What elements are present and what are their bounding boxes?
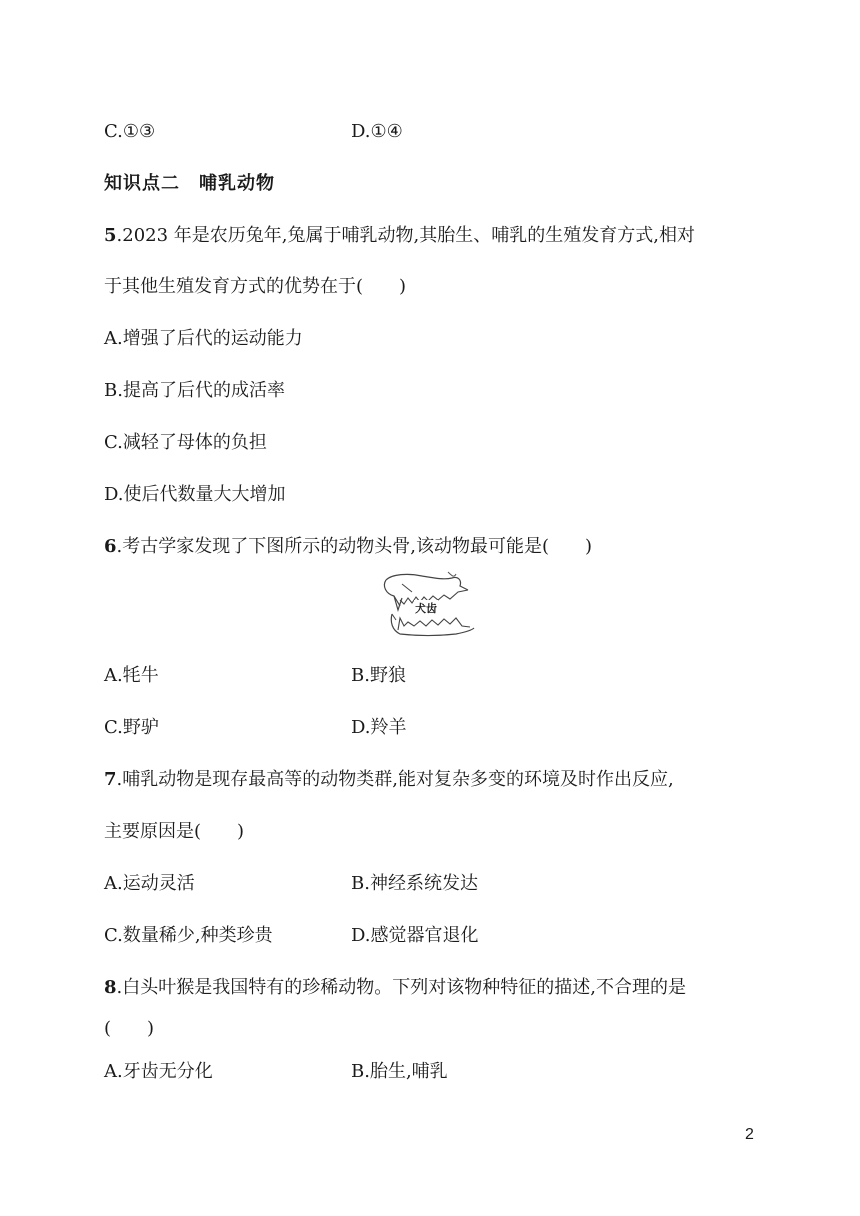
question-5-line-1 [104, 224, 695, 248]
question-5-option-d: D.使后代数量大大增加 [104, 484, 286, 505]
question-8-option-b: B.胎生,哺乳 [351, 1061, 448, 1082]
question-5-number: 5 [104, 225, 117, 246]
question-5-option-b: B.提高了后代的成活率 [104, 380, 285, 401]
question-7-line-2: 主要原因是( ) [104, 821, 245, 842]
question-7-number: 7 [104, 769, 117, 790]
question-8-text-1: .白头叶猴是我国特有的珍稀动物。下列对该物种特征的描述,不合理的是 [116, 977, 686, 998]
question-5-line-2: 于其他生殖发育方式的优势在于( ) [104, 276, 407, 297]
question-6-option-c: C.野驴 [104, 717, 159, 738]
question-6-option-b: B.野狼 [351, 665, 406, 686]
question-6-number: 6 [104, 536, 117, 557]
question-5-text-1: .2023 年是农历兔年,兔属于哺乳动物,其胎生、哺乳的生殖发育方式,相对 [116, 225, 695, 246]
canine-label: 犬齿 [415, 602, 437, 615]
page-number: 2 [745, 1126, 754, 1143]
question-7-option-b: B.神经系统发达 [351, 873, 478, 894]
question-6-line-1 [104, 535, 592, 559]
question-7-option-d: D.感觉器官退化 [351, 925, 479, 946]
question-5-option-a: A.增强了后代的运动能力 [104, 328, 303, 349]
question-6-option-a: A.牦牛 [104, 665, 159, 686]
option-d-prev: D.①④ [351, 121, 403, 142]
question-7-option-a: A.运动灵活 [104, 873, 195, 894]
animal-skull-figure [378, 570, 478, 640]
option-c-prev: C.①③ [104, 121, 156, 142]
question-8-number: 8 [104, 977, 117, 998]
question-5-option-c: C.减轻了母体的负担 [104, 432, 267, 453]
question-7-line-1 [104, 768, 674, 792]
question-7-option-c: C.数量稀少,种类珍贵 [104, 925, 273, 946]
question-7-text-1: .哺乳动物是现存最高等的动物类群,能对复杂多变的环境及时作出反应, [116, 769, 674, 790]
section-heading: 知识点二 哺乳动物 [104, 173, 275, 194]
question-8-line-1 [104, 976, 686, 1000]
question-6-text-1: .考古学家发现了下图所示的动物头骨,该动物最可能是( ) [116, 536, 593, 557]
question-8-option-a: A.牙齿无分化 [104, 1061, 213, 1082]
question-8-line-2: ( ) [104, 1018, 155, 1039]
question-6-option-d: D.羚羊 [351, 717, 407, 738]
